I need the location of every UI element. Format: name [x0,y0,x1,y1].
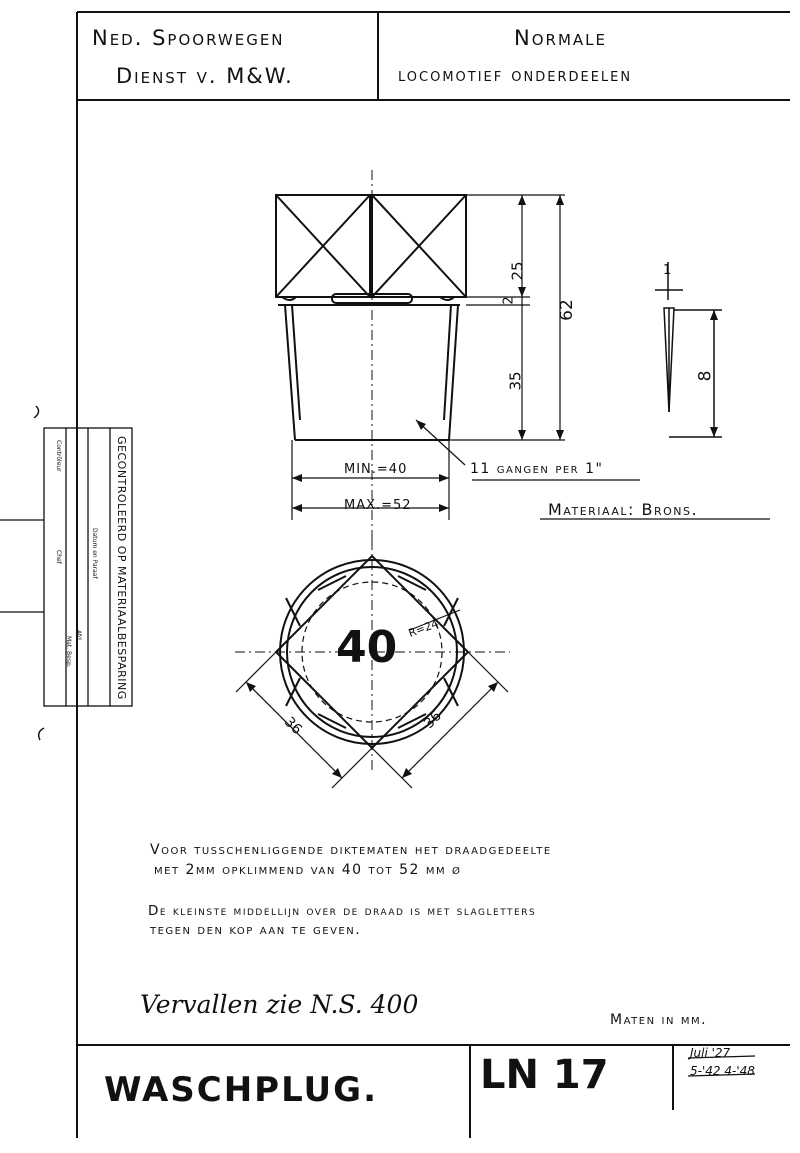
plug-head [276,195,466,303]
date-1: Juli '27 [690,1046,731,1060]
radius-label: R=24 [406,617,441,640]
material-label: Materiaal: Brons. [548,500,699,519]
note1-line1: Voor tusschenliggende diktematen het draadgedeelte [150,842,552,858]
org-line2: Dienst v. M&W. [116,64,294,88]
dim-8-label: 8 [695,370,716,382]
stamp-col-afd: Afd. ... [75,630,82,650]
stamp-title: GECONTROLEERD OP MATERIAALBESPARING [115,436,128,700]
dim-1-label: 1 [663,263,672,278]
min-label: MIN.=40 [344,462,408,477]
thread-profile [655,262,722,437]
margin-mark [39,728,44,740]
dim-2-label: 2 [501,296,517,305]
dim-36-right-label: 36 [420,708,445,732]
thread-label: 11 gangen per 1" [470,461,604,477]
title-line1: Normale [514,26,607,50]
max-label: MAX.=52 [344,498,412,513]
note2-line1: De kleinste middellijn over de draad is met slagletters [148,903,537,919]
dim-36-left-label: 36 [280,714,305,738]
stamp-col-controleur: Contrôleur [55,440,62,472]
stamp-col-datum: Datum en Paraaf [91,528,98,579]
plug-body [278,305,460,440]
stamp-col-chef: Chef [55,550,62,564]
title-line2: locomotief onderdeelen [398,64,633,86]
org-line1: Ned. Spoorwegen [92,26,285,50]
part-name: WASCHPLUG. [104,1070,378,1110]
stamp-col-matbesp: Mat. Besp. [65,636,72,668]
dim-25-label: 25 [508,261,527,281]
date-2: 5-'42 4-'48 [690,1064,755,1078]
handwritten-note: Vervallen zie N.S. 400 [140,990,419,1019]
drawing-number: LN 17 [480,1052,609,1098]
note2-line2: tegen den kop aan te geven. [150,922,362,938]
note1-line2: met 2mm opklimmend van 40 tot 52 mm ø [154,862,462,878]
units-label: Maten in mm. [610,1012,708,1028]
frame-lines [77,12,790,1138]
center-size-label: 40 [336,622,398,673]
dim-62-label: 62 [556,299,577,321]
margin-mark [34,406,39,418]
dim-35-label: 35 [506,371,525,391]
